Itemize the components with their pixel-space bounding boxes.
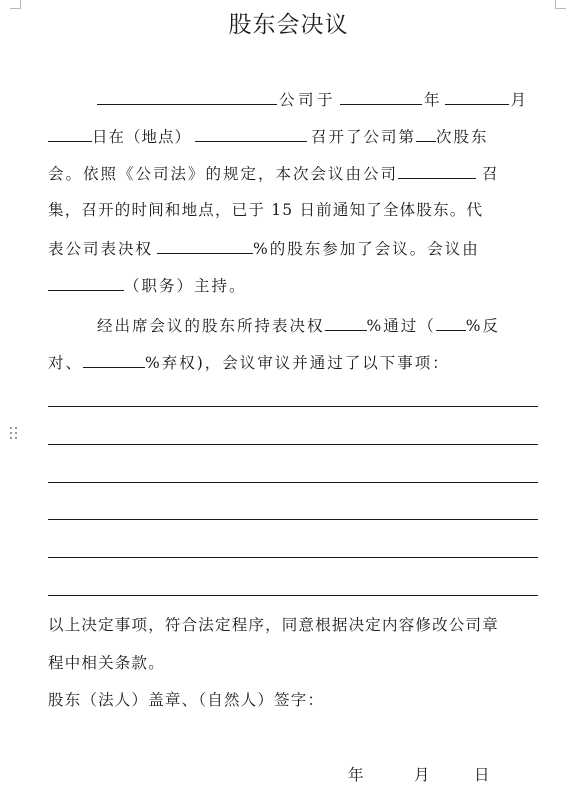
day-blank[interactable]: [48, 124, 92, 142]
para1-line4: 集，召开的时间和地点，已于 15 日前通知了全体股东。代: [48, 201, 484, 219]
year-blank[interactable]: [340, 87, 422, 105]
para1-line2: [48, 124, 489, 148]
para1-line3-text: 会。依照《公司法》的规定，本次会议由公司: [48, 165, 399, 183]
chairperson-blank[interactable]: [48, 273, 124, 291]
para1-line1: [97, 87, 526, 111]
signature-label: 股东（法人）盖章、（自然人）签字：: [48, 691, 325, 709]
para1-line6-text: （职务）主持。: [124, 277, 247, 295]
company-name-blank[interactable]: [97, 87, 277, 105]
para1-line5-b: %的股东参加了会议。会议由: [253, 240, 480, 258]
day-place-label: 日在（地点）: [92, 128, 192, 146]
para1-line6: [48, 273, 247, 297]
meeting-tail-label: 次股东: [436, 128, 489, 146]
para2-line1-b: %通过（: [366, 317, 436, 335]
oppose-percent-blank[interactable]: [436, 313, 466, 331]
resolution-line[interactable]: [48, 557, 538, 558]
approve-percent-blank[interactable]: [325, 313, 367, 331]
month-label: 月: [510, 91, 527, 109]
para2-line2: [48, 350, 450, 374]
para1-line3: [48, 161, 500, 185]
convener-blank[interactable]: [398, 161, 476, 179]
para2-line2-b: %弃权)，会议审议并通过了以下事项：: [145, 354, 450, 372]
month-blank[interactable]: [445, 87, 509, 105]
date-year-label: 年: [348, 766, 364, 784]
meeting-number-blank[interactable]: [416, 124, 436, 142]
para2-line2-a: 对、: [48, 354, 84, 372]
resolution-line[interactable]: [48, 444, 538, 445]
resolution-line[interactable]: [48, 406, 538, 407]
date-month-label: 月: [414, 766, 430, 784]
abstain-percent-blank[interactable]: [83, 350, 145, 368]
resolution-line[interactable]: [48, 519, 538, 520]
convene-label: 召: [482, 165, 500, 183]
para1-line5-a: 表公司表决权: [48, 240, 154, 258]
date-day-label: 日: [474, 766, 490, 784]
para2-line1-c: %反: [465, 317, 500, 335]
para2-line1-a: 经出席会议的股东所持表决权: [97, 317, 325, 335]
para3-line2: 程中相关条款。: [48, 654, 165, 672]
para2-line1: [97, 313, 500, 337]
resolution-line[interactable]: [48, 482, 538, 483]
para3-line1: 以上决定事项，符合法定程序，同意根据决定内容修改公司章: [48, 616, 499, 634]
company-label: 公司于: [279, 91, 337, 109]
para1-line5: [48, 236, 480, 260]
held-meeting-label: 召开了公司第: [311, 128, 417, 146]
voting-percent-blank[interactable]: [157, 236, 253, 254]
place-blank[interactable]: [195, 124, 307, 142]
document-title: 股东会决议: [228, 12, 349, 38]
drag-handle-icon[interactable]: [10, 427, 20, 441]
resolution-line[interactable]: [48, 595, 538, 596]
year-label: 年: [424, 91, 440, 109]
